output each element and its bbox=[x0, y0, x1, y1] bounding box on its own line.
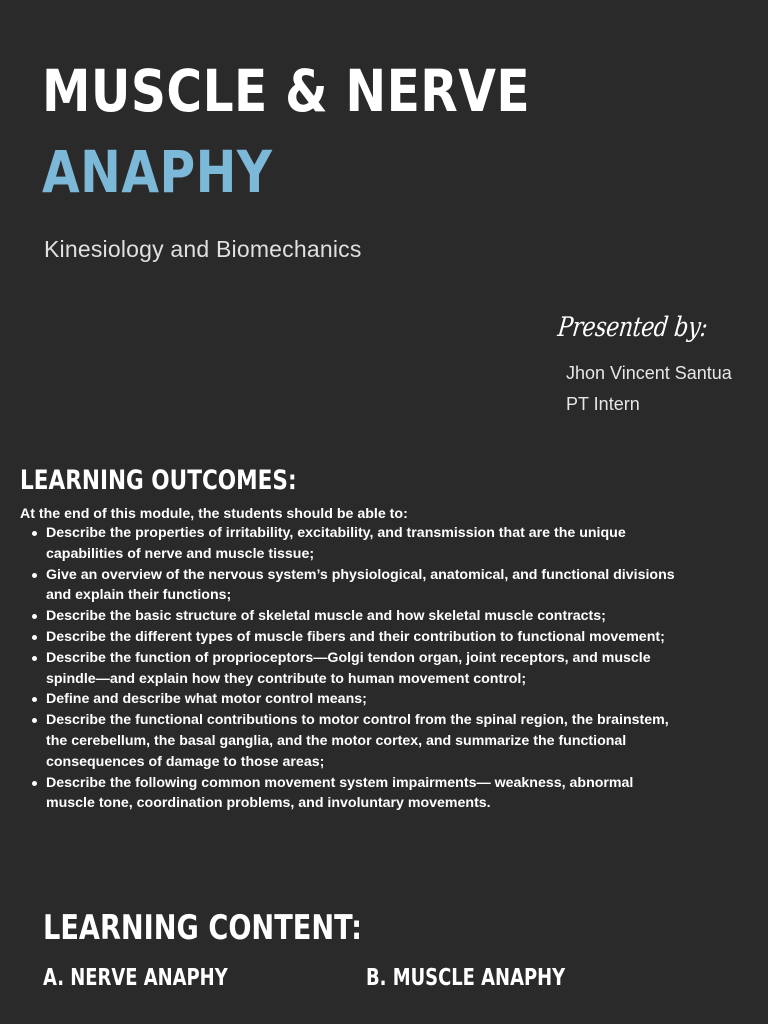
presented-by-label: Presented by: bbox=[556, 312, 710, 343]
learning-outcomes-list bbox=[20, 523, 742, 814]
learning-content-heading: LEARNING CONTENT: bbox=[43, 908, 363, 948]
learning-outcome-line: spindle—and explain how they contribute to human movement control; bbox=[46, 670, 527, 687]
learning-outcome-line: Give an overview of the nervous system’s physiological, anatomical, and functional divisions bbox=[46, 566, 675, 583]
learning-outcome-line: and explain their functions; bbox=[46, 587, 232, 604]
learning-outcomes-intro: At the end of this module, the students should be able to: bbox=[20, 506, 408, 522]
learning-outcomes-heading: LEARNING OUTCOMES: bbox=[20, 465, 297, 496]
title-line-1: MUSCLE & NERVE bbox=[42, 57, 531, 125]
learning-outcome-item bbox=[46, 773, 742, 815]
learning-outcome-item bbox=[46, 710, 742, 772]
learning-outcome-line: Describe the properties of irritability, excitability, and transmission that are the unique bbox=[46, 525, 626, 541]
learning-outcome-item bbox=[46, 523, 742, 565]
learning-outcome-line: Describe the different types of muscle fibers and their contribution to functional movement; bbox=[46, 628, 665, 645]
learning-outcome-line: capabilities of nerve and muscle tissue; bbox=[46, 545, 315, 562]
learning-outcome-line: consequences of damage to those areas; bbox=[46, 753, 325, 770]
learning-outcome-line: Describe the following common movement system impairments— weakness, abnormal bbox=[46, 774, 634, 791]
learning-outcome-line: Describe the basic structure of skeletal muscle and how skeletal muscle contracts; bbox=[46, 608, 606, 625]
learning-outcome-line: Describe the functional contributions to motor control from the spinal region, the brainstem, bbox=[46, 712, 669, 729]
learning-outcome-line: muscle tone, coordination problems, and involuntary movements. bbox=[46, 795, 491, 812]
learning-outcome-item bbox=[46, 689, 742, 710]
learning-outcome-item bbox=[46, 565, 742, 607]
learning-outcome-line: the cerebellum, the basal ganglia, and the motor cortex, and summarize the functional bbox=[46, 732, 627, 749]
nerve-anaphy-heading: A. NERVE ANAPHY bbox=[43, 965, 228, 991]
learning-outcome-line: Describe the function of proprioceptors—Golgi tendon organ, joint receptors, and muscle bbox=[46, 649, 651, 666]
subtitle: Kinesiology and Biomechanics bbox=[44, 236, 362, 262]
presenter-role: PT Intern bbox=[566, 394, 640, 414]
muscle-anaphy-heading: B. MUSCLE ANAPHY bbox=[366, 965, 566, 991]
learning-outcome-item bbox=[46, 648, 742, 690]
presenter-name: Jhon Vincent Santua bbox=[566, 363, 732, 383]
learning-outcome-line: Define and describe what motor control means; bbox=[46, 691, 367, 708]
learning-outcome-item bbox=[46, 627, 742, 648]
title-line-2: ANAPHY bbox=[42, 138, 273, 206]
learning-outcome-item bbox=[46, 606, 742, 627]
